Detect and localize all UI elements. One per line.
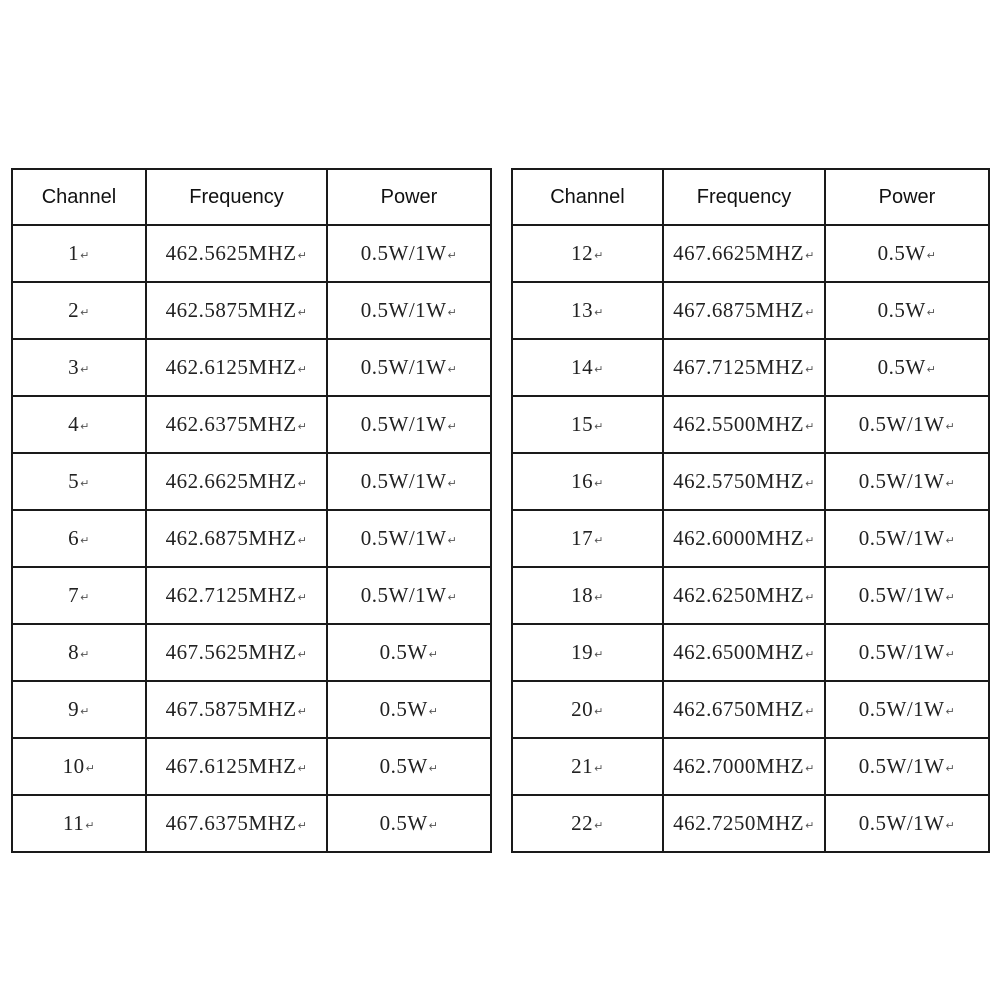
cell-frequency <box>663 225 825 282</box>
table-row <box>12 510 491 567</box>
frequency-value: 467.6625MHZ <box>673 241 805 265</box>
frequency-value: 462.6375MHZ <box>165 412 297 436</box>
cell-frequency <box>663 681 825 738</box>
frequency-value: 467.6125MHZ <box>165 754 297 778</box>
return-mark-icon: ↵ <box>594 761 604 775</box>
cell-channel <box>512 738 663 795</box>
return-mark-icon: ↵ <box>447 419 458 433</box>
table-row <box>512 624 989 681</box>
return-mark-icon: ↵ <box>594 533 604 547</box>
cell-frequency <box>146 396 327 453</box>
table-row <box>512 453 989 510</box>
channel-value: 20 <box>571 697 594 721</box>
frequency-value: 462.6250MHZ <box>673 583 805 607</box>
cell-power <box>825 339 989 396</box>
cell-channel <box>12 681 146 738</box>
return-mark-icon: ↵ <box>80 590 90 604</box>
table-header-row <box>12 169 491 225</box>
return-mark-icon: ↵ <box>297 590 308 604</box>
power-value: 0.5W <box>877 241 926 265</box>
return-mark-icon: ↵ <box>80 362 90 376</box>
return-mark-icon: ↵ <box>594 704 604 718</box>
frequency-value: 462.6750MHZ <box>673 697 805 721</box>
table-header-row <box>512 169 989 225</box>
frequency-value: 462.5875MHZ <box>165 298 297 322</box>
return-mark-icon: ↵ <box>805 818 815 832</box>
cell-frequency <box>146 567 327 624</box>
table-row <box>12 339 491 396</box>
channel-value: 22 <box>571 811 594 835</box>
table-row <box>512 738 989 795</box>
frequency-value: 462.6625MHZ <box>165 469 297 493</box>
cell-channel <box>512 282 663 339</box>
channel-value: 15 <box>571 412 594 436</box>
cell-power <box>327 396 491 453</box>
frequency-value: 467.7125MHZ <box>673 355 805 379</box>
power-value: 0.5W/1W <box>858 640 945 664</box>
power-value: 0.5W <box>379 697 428 721</box>
power-value: 0.5W/1W <box>360 412 447 436</box>
return-mark-icon: ↵ <box>805 476 815 490</box>
return-mark-icon: ↵ <box>805 248 815 262</box>
channel-value: 13 <box>571 298 594 322</box>
cell-frequency <box>663 282 825 339</box>
cell-frequency <box>663 795 825 852</box>
return-mark-icon: ↵ <box>945 818 956 832</box>
channel-value: 3 <box>68 355 80 379</box>
cell-power <box>825 624 989 681</box>
return-mark-icon: ↵ <box>805 533 815 547</box>
return-mark-icon: ↵ <box>85 761 96 775</box>
power-value: 0.5W/1W <box>858 811 945 835</box>
return-mark-icon: ↵ <box>945 647 956 661</box>
return-mark-icon: ↵ <box>945 533 956 547</box>
power-value: 0.5W/1W <box>360 469 447 493</box>
return-mark-icon: ↵ <box>297 476 308 490</box>
return-mark-icon: ↵ <box>805 704 815 718</box>
channel-value: 12 <box>571 241 594 265</box>
power-value: 0.5W/1W <box>360 241 447 265</box>
cell-power <box>327 795 491 852</box>
cell-channel <box>12 225 146 282</box>
power-value: 0.5W <box>877 355 926 379</box>
return-mark-icon: ↵ <box>945 419 956 433</box>
power-value: 0.5W/1W <box>858 526 945 550</box>
cell-power <box>327 624 491 681</box>
return-mark-icon: ↵ <box>428 761 439 775</box>
cell-frequency <box>146 225 327 282</box>
frequency-value: 462.5750MHZ <box>673 469 805 493</box>
cell-channel <box>512 453 663 510</box>
return-mark-icon: ↵ <box>80 419 90 433</box>
table-row <box>12 567 491 624</box>
return-mark-icon: ↵ <box>80 647 90 661</box>
table-row <box>12 282 491 339</box>
frequency-value: 462.7250MHZ <box>673 811 805 835</box>
table-row <box>512 225 989 282</box>
table-row <box>512 567 989 624</box>
return-mark-icon: ↵ <box>80 533 90 547</box>
return-mark-icon: ↵ <box>80 248 90 262</box>
column-header-channel: Channel <box>12 169 146 225</box>
column-header-power: Power <box>825 169 989 225</box>
column-header-frequency: Frequency <box>146 169 327 225</box>
return-mark-icon: ↵ <box>945 761 956 775</box>
return-mark-icon: ↵ <box>447 533 458 547</box>
power-value: 0.5W/1W <box>360 526 447 550</box>
cell-channel <box>12 795 146 852</box>
cell-channel <box>512 225 663 282</box>
cell-power <box>825 795 989 852</box>
frequency-value: 462.5500MHZ <box>673 412 805 436</box>
frequency-value: 462.5625MHZ <box>165 241 297 265</box>
cell-power <box>825 396 989 453</box>
frequency-value: 467.5875MHZ <box>165 697 297 721</box>
frequency-value: 462.7000MHZ <box>673 754 805 778</box>
cell-channel <box>12 282 146 339</box>
cell-power <box>327 681 491 738</box>
cell-power <box>825 681 989 738</box>
power-value: 0.5W/1W <box>858 469 945 493</box>
cell-frequency <box>146 339 327 396</box>
frequency-value: 462.6875MHZ <box>165 526 297 550</box>
table-row <box>12 396 491 453</box>
frequency-value: 462.7125MHZ <box>165 583 297 607</box>
frequency-value: 462.6125MHZ <box>165 355 297 379</box>
table-row <box>512 510 989 567</box>
cell-frequency <box>146 795 327 852</box>
power-value: 0.5W/1W <box>360 583 447 607</box>
power-value: 0.5W <box>379 640 428 664</box>
return-mark-icon: ↵ <box>594 590 604 604</box>
return-mark-icon: ↵ <box>297 362 308 376</box>
channel-value: 9 <box>68 697 80 721</box>
power-value: 0.5W/1W <box>858 697 945 721</box>
cell-channel <box>512 339 663 396</box>
return-mark-icon: ↵ <box>297 305 308 319</box>
table-row <box>512 282 989 339</box>
cell-power <box>327 339 491 396</box>
column-header-frequency: Frequency <box>663 169 825 225</box>
cell-channel <box>512 567 663 624</box>
table-row <box>12 738 491 795</box>
return-mark-icon: ↵ <box>945 590 956 604</box>
frequency-value: 462.6500MHZ <box>673 640 805 664</box>
cell-power <box>825 567 989 624</box>
return-mark-icon: ↵ <box>805 305 815 319</box>
power-value: 0.5W/1W <box>360 298 447 322</box>
cell-channel <box>12 339 146 396</box>
channel-value: 17 <box>571 526 594 550</box>
channel-value: 10 <box>62 754 85 778</box>
return-mark-icon: ↵ <box>926 248 937 262</box>
return-mark-icon: ↵ <box>594 248 604 262</box>
power-value: 0.5W/1W <box>858 754 945 778</box>
power-value: 0.5W <box>379 754 428 778</box>
return-mark-icon: ↵ <box>447 248 458 262</box>
table-row <box>512 339 989 396</box>
return-mark-icon: ↵ <box>805 590 815 604</box>
channel-value: 11 <box>63 811 85 835</box>
cell-frequency <box>663 567 825 624</box>
cell-power <box>825 282 989 339</box>
channel-value: 4 <box>68 412 80 436</box>
return-mark-icon: ↵ <box>945 476 956 490</box>
column-header-power: Power <box>327 169 491 225</box>
cell-power <box>327 567 491 624</box>
return-mark-icon: ↵ <box>447 305 458 319</box>
cell-frequency <box>663 624 825 681</box>
cell-power <box>327 453 491 510</box>
return-mark-icon: ↵ <box>805 761 815 775</box>
power-value: 0.5W/1W <box>858 583 945 607</box>
return-mark-icon: ↵ <box>594 818 604 832</box>
channel-value: 18 <box>571 583 594 607</box>
cell-channel <box>12 510 146 567</box>
return-mark-icon: ↵ <box>297 419 308 433</box>
return-mark-icon: ↵ <box>945 704 956 718</box>
cell-power <box>825 225 989 282</box>
channel-value: 1 <box>68 241 80 265</box>
table-row <box>12 795 491 852</box>
table-row <box>12 624 491 681</box>
cell-power <box>825 510 989 567</box>
return-mark-icon: ↵ <box>594 647 604 661</box>
power-value: 0.5W/1W <box>858 412 945 436</box>
power-value: 0.5W <box>379 811 428 835</box>
table-row <box>512 396 989 453</box>
cell-channel <box>512 510 663 567</box>
cell-frequency <box>663 453 825 510</box>
frequency-value: 462.6000MHZ <box>673 526 805 550</box>
cell-frequency <box>146 624 327 681</box>
cell-channel <box>12 624 146 681</box>
return-mark-icon: ↵ <box>594 476 604 490</box>
frequency-value: 467.6375MHZ <box>165 811 297 835</box>
return-mark-icon: ↵ <box>805 362 815 376</box>
return-mark-icon: ↵ <box>926 305 937 319</box>
return-mark-icon: ↵ <box>428 704 439 718</box>
return-mark-icon: ↵ <box>447 476 458 490</box>
channel-value: 5 <box>68 469 80 493</box>
return-mark-icon: ↵ <box>80 704 90 718</box>
channel-value: 16 <box>571 469 594 493</box>
return-mark-icon: ↵ <box>80 476 90 490</box>
channel-value: 21 <box>571 754 594 778</box>
cell-frequency <box>146 282 327 339</box>
return-mark-icon: ↵ <box>447 362 458 376</box>
return-mark-icon: ↵ <box>297 533 308 547</box>
frequency-value: 467.6875MHZ <box>673 298 805 322</box>
cell-channel <box>512 795 663 852</box>
channel-table-right <box>511 168 990 853</box>
column-header-channel: Channel <box>512 169 663 225</box>
cell-channel <box>12 396 146 453</box>
frequency-value: 467.5625MHZ <box>165 640 297 664</box>
power-value: 0.5W/1W <box>360 355 447 379</box>
table-row <box>512 795 989 852</box>
cell-frequency <box>663 510 825 567</box>
return-mark-icon: ↵ <box>85 818 95 832</box>
cell-power <box>825 738 989 795</box>
cell-frequency <box>663 339 825 396</box>
channel-value: 8 <box>68 640 80 664</box>
table-row <box>512 681 989 738</box>
return-mark-icon: ↵ <box>428 647 439 661</box>
return-mark-icon: ↵ <box>594 362 604 376</box>
table-row <box>12 453 491 510</box>
return-mark-icon: ↵ <box>297 761 308 775</box>
channel-value: 6 <box>68 526 80 550</box>
cell-frequency <box>663 738 825 795</box>
table-row <box>12 681 491 738</box>
cell-frequency <box>146 510 327 567</box>
return-mark-icon: ↵ <box>80 305 90 319</box>
channel-value: 14 <box>571 355 594 379</box>
cell-frequency <box>146 453 327 510</box>
return-mark-icon: ↵ <box>805 647 815 661</box>
return-mark-icon: ↵ <box>447 590 458 604</box>
cell-power <box>327 510 491 567</box>
channel-value: 2 <box>68 298 80 322</box>
return-mark-icon: ↵ <box>297 818 308 832</box>
cell-frequency <box>146 738 327 795</box>
return-mark-icon: ↵ <box>805 419 815 433</box>
power-value: 0.5W <box>877 298 926 322</box>
return-mark-icon: ↵ <box>594 305 604 319</box>
return-mark-icon: ↵ <box>297 704 308 718</box>
return-mark-icon: ↵ <box>297 647 308 661</box>
return-mark-icon: ↵ <box>297 248 308 262</box>
cell-power <box>327 282 491 339</box>
cell-power <box>327 225 491 282</box>
return-mark-icon: ↵ <box>428 818 439 832</box>
cell-channel <box>512 624 663 681</box>
cell-channel <box>512 396 663 453</box>
channel-value: 19 <box>571 640 594 664</box>
cell-channel <box>12 738 146 795</box>
return-mark-icon: ↵ <box>594 419 604 433</box>
cell-frequency <box>663 396 825 453</box>
cell-power <box>825 453 989 510</box>
cell-power <box>327 738 491 795</box>
cell-channel <box>512 681 663 738</box>
return-mark-icon: ↵ <box>926 362 937 376</box>
channel-table-left <box>11 168 492 853</box>
channel-value: 7 <box>68 583 80 607</box>
cell-channel <box>12 567 146 624</box>
cell-channel <box>12 453 146 510</box>
table-row <box>12 225 491 282</box>
cell-frequency <box>146 681 327 738</box>
